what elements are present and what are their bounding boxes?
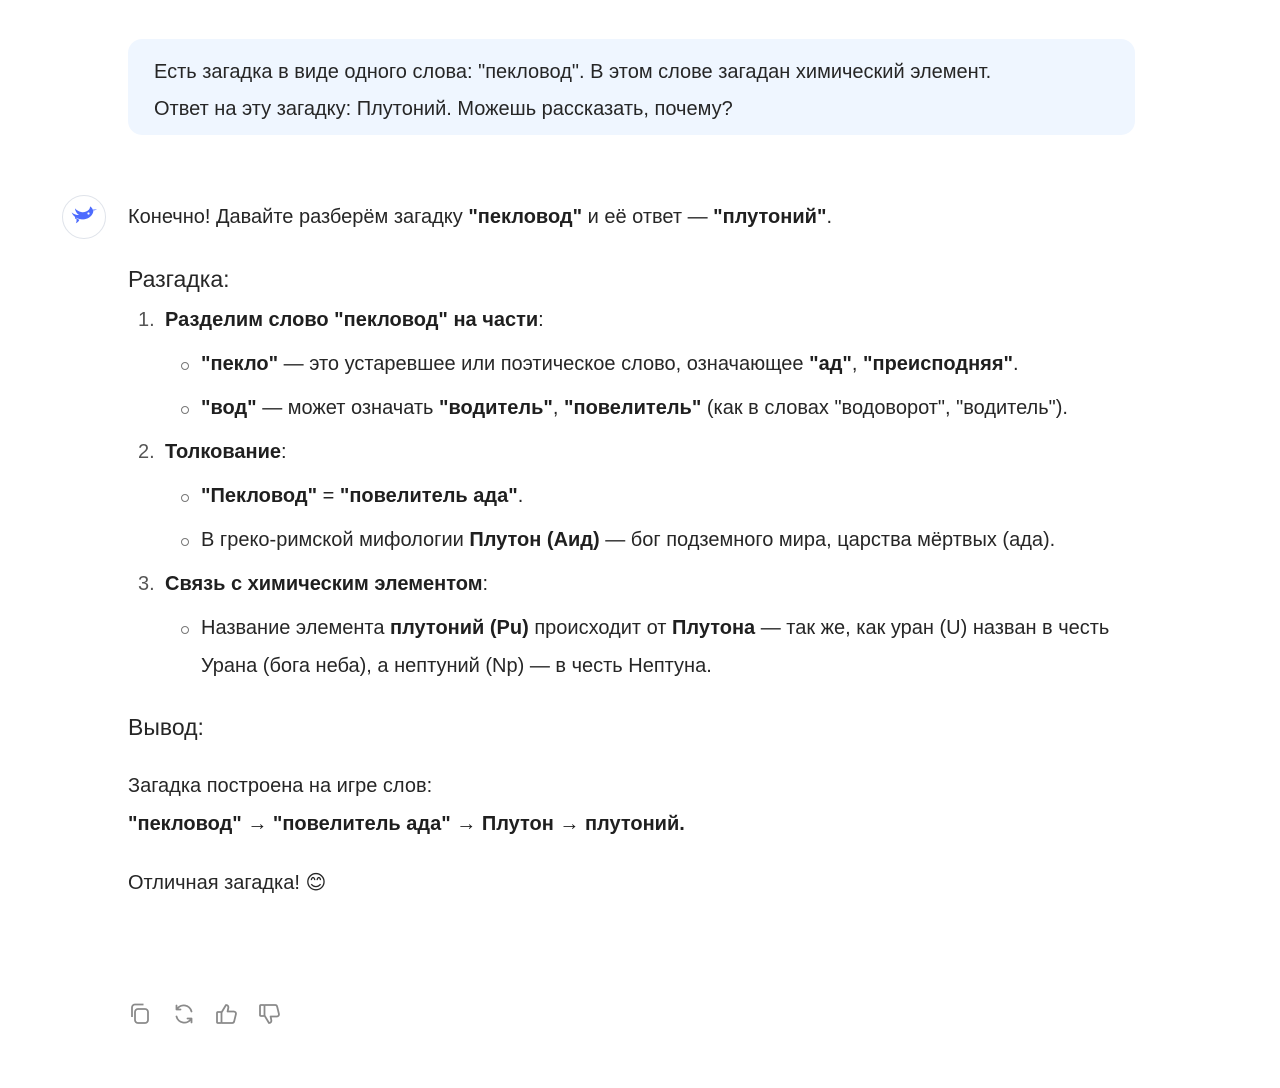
text-run: — может означать [256, 397, 440, 419]
text-run: — бог подземного мира, царства мёртвых (ада). [599, 529, 1056, 551]
thumbs-up-icon [214, 1001, 240, 1032]
assistant-answer [128, 197, 1138, 899]
bold-run: "вод" [201, 397, 257, 419]
text-run: : [281, 441, 287, 463]
bold-run: "пекловод" → "повелитель ада" → Плутон → плутоний. [128, 813, 685, 835]
step-title: Разделим слово "пекловод" на части [165, 309, 539, 331]
text-run: Название элемента [201, 617, 391, 639]
text-run: Конечно! Давайте разберём загадку [128, 206, 469, 228]
text-run: . [1012, 353, 1019, 375]
bold-run: "ад" [809, 353, 852, 375]
conclusion-chain [128, 805, 1138, 843]
heading-solution: Разгадка: [128, 266, 230, 292]
whale-logo-icon [69, 203, 99, 232]
step-item [128, 565, 1138, 685]
step-title: Толкование [165, 441, 281, 463]
step-item [128, 433, 1138, 559]
copy-button[interactable] [128, 1003, 154, 1029]
bold-run: "повелитель ада" [339, 485, 518, 507]
closing-line: Отличная загадка! 😊 [128, 872, 327, 894]
bold-run: "пекловод" [468, 206, 583, 228]
user-message-line: Есть загадка в виде одного слова: "пекловод". В этом слове загадан химический элемент. [154, 61, 992, 83]
text-run: , [851, 353, 864, 375]
step-title: Связь с химическим элементом [165, 573, 483, 595]
thumbs-down-icon [257, 1001, 283, 1032]
text-run: : [538, 309, 544, 331]
step-item [128, 301, 1138, 427]
answer-intro [128, 197, 1138, 237]
text-run: (как в словах "водоворот", "водитель"). [701, 397, 1068, 419]
bold-run: Плутон (Аид) [469, 529, 600, 551]
copy-icon [128, 1001, 154, 1032]
text-run: : [482, 573, 489, 595]
sub-item [128, 521, 1138, 559]
sub-list [128, 477, 1138, 559]
step-heading [128, 301, 1138, 339]
text-run: происходит от [528, 617, 673, 639]
text-run: . [517, 485, 524, 507]
sub-list [128, 609, 1138, 685]
bold-run: "пекло" [201, 353, 279, 375]
bold-run: "преисподняя" [863, 353, 1013, 375]
bold-run: плутоний (Pu) [390, 617, 529, 639]
sub-item [128, 389, 1138, 427]
step-number: 2. [138, 441, 155, 463]
regenerate-button[interactable] [171, 1003, 197, 1029]
message-actions [128, 1003, 283, 1029]
like-button[interactable] [214, 1003, 240, 1029]
user-message-line: Ответ на эту загадку: Плутоний. Можешь рассказать, почему? [154, 98, 733, 120]
bold-run: "водитель" [439, 397, 553, 419]
text-run: , [552, 397, 564, 419]
regenerate-icon [171, 1001, 197, 1032]
bold-run: Плутона [672, 617, 756, 639]
sub-item [128, 345, 1138, 383]
assistant-avatar [62, 195, 106, 239]
sub-item [128, 477, 1138, 515]
steps-list [128, 301, 1138, 685]
sub-list [128, 345, 1138, 427]
text-run: — так же, как уран (U) назван в честь Урана (бога неба), а нептуний (Np) — в честь Нептуна. [201, 617, 1110, 677]
step-heading [128, 433, 1138, 471]
step-heading [128, 565, 1138, 603]
bold-run: "Пекловод" [201, 485, 318, 507]
bold-run: "плутоний" [713, 206, 827, 228]
dislike-button[interactable] [257, 1003, 283, 1029]
text-run: — это устаревшее или поэтическое слово, означающее [278, 353, 810, 375]
text-run: В греко-римской мифологии [201, 529, 470, 551]
text-run: и её ответ — [582, 206, 714, 228]
sub-item [128, 609, 1138, 685]
heading-conclusion: Вывод: [128, 714, 204, 740]
text-run: . [826, 206, 832, 228]
bold-run: "повелитель" [564, 397, 702, 419]
step-number: 1. [138, 309, 155, 331]
step-number: 3. [138, 573, 155, 595]
conclusion-line: Загадка построена на игре слов: [128, 775, 433, 797]
text-run: = [317, 485, 340, 507]
user-message-bubble [128, 39, 1135, 135]
